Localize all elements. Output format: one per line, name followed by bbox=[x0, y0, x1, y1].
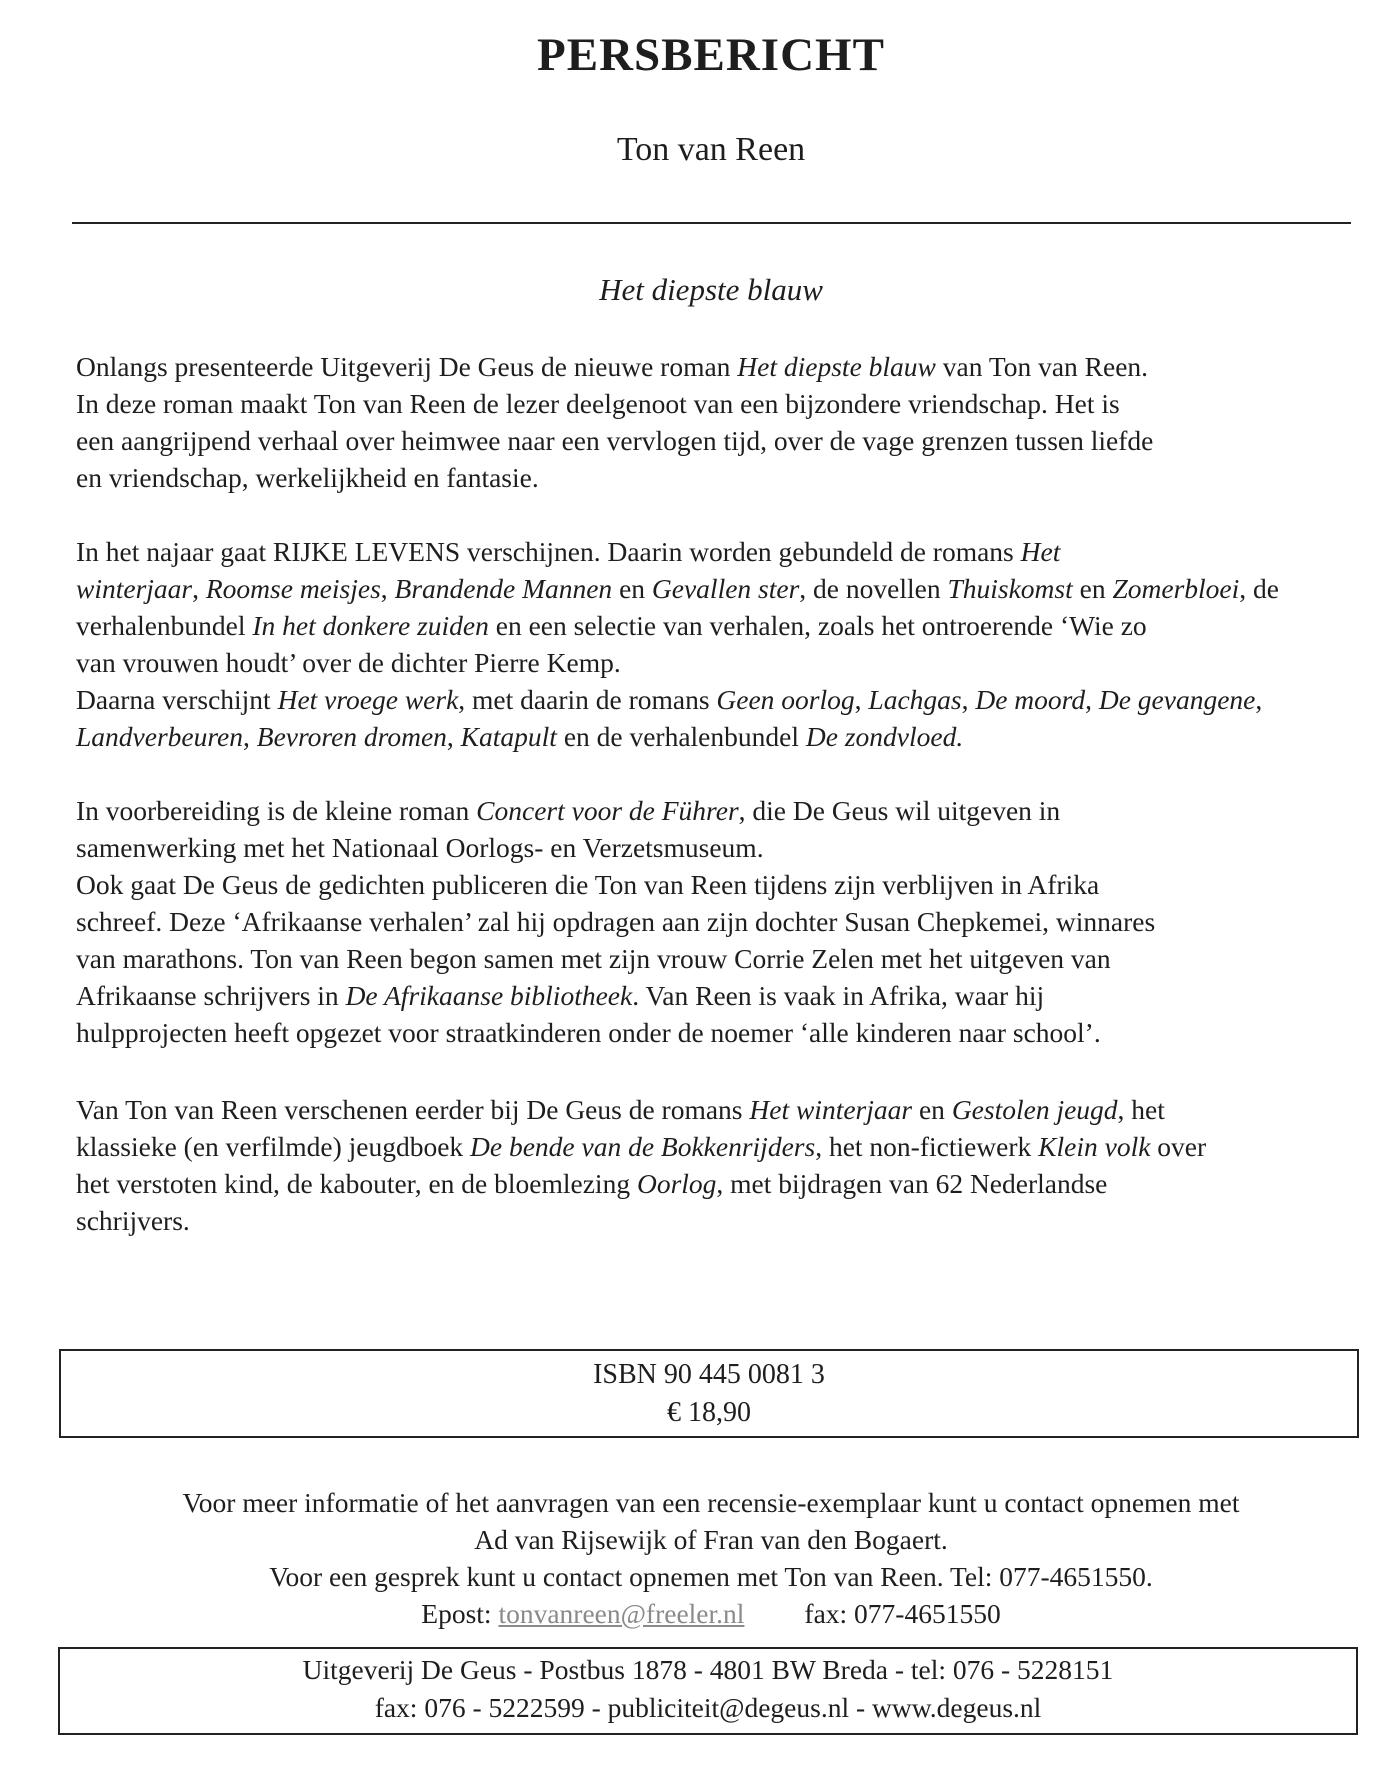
text-line: Ook gaat De Geus de gedichten publiceren die Ton van Reen tijdens zijn verblijven in Afrika bbox=[76, 869, 1100, 900]
text-run: en bbox=[912, 1094, 952, 1125]
text-run: klassieke (en verfilmde) jeugdboek bbox=[76, 1131, 471, 1162]
text-run: . Van Reen is vaak in Afrika, waar hij bbox=[632, 980, 1045, 1011]
book-title-ref: Landverbeuren bbox=[76, 721, 244, 752]
text-run: van Ton van Reen. bbox=[935, 351, 1149, 382]
text-line bbox=[76, 570, 1356, 607]
text-line: hulpprojecten heeft opgezet voor straatkinderen onder de noemer ‘alle kinderen naar school’. bbox=[76, 1017, 1101, 1048]
book-title-ref: De zondvloed. bbox=[805, 721, 964, 752]
text-run: , bbox=[961, 684, 976, 715]
text-run: , bbox=[854, 684, 869, 715]
text-run: Onlangs presenteerde Uitgeverij De Geus de nieuwe roman bbox=[76, 351, 738, 382]
paragraph-in-preparation bbox=[76, 792, 1356, 1051]
book-title-ref: Thuiskomst bbox=[947, 573, 1073, 604]
publisher-line: Uitgeverij De Geus - Postbus 1878 - 4801 BW Breda - tel: 076 - 5228151 bbox=[302, 1654, 1114, 1685]
book-title-ref: Bevroren dromen bbox=[256, 721, 447, 752]
text-line: schrijvers. bbox=[76, 1205, 190, 1236]
book-title-ref: Klein volk bbox=[1038, 1131, 1151, 1162]
text-run: , de bbox=[1239, 573, 1279, 604]
text-line bbox=[76, 977, 1356, 1014]
paragraph-earlier-works bbox=[76, 1091, 1356, 1239]
book-title-ref: Het winterjaar bbox=[749, 1094, 913, 1125]
contact-line bbox=[0, 1595, 1392, 1632]
text-run: , met bijdragen van 62 Nederlandse bbox=[716, 1168, 1108, 1199]
paragraph-intro bbox=[76, 348, 1356, 496]
book-title-ref: Katapult bbox=[460, 721, 557, 752]
text-run: , die De Geus wil uitgeven in bbox=[738, 795, 1061, 826]
publisher-line: fax: 076 - 5222599 - publiciteit@degeus.nl - www.degeus.nl bbox=[374, 1692, 1042, 1723]
text-run: en bbox=[612, 573, 652, 604]
fax-number: fax: 077-4651550 bbox=[804, 1598, 1001, 1629]
book-title-ref: In het donkere zuiden bbox=[252, 610, 489, 641]
text-line bbox=[76, 792, 1356, 829]
text-line bbox=[76, 607, 1356, 644]
book-title-ref: De Afrikaanse bibliotheek bbox=[345, 980, 633, 1011]
text-run: en een selectie van verhalen, zoals het ontroerende ‘Wie zo bbox=[488, 610, 1147, 641]
text-run: , bbox=[1085, 684, 1099, 715]
price: € 18,90 bbox=[667, 1397, 751, 1428]
book-title-ref: De moord bbox=[975, 684, 1086, 715]
contact-line: Voor meer informatie of het aanvragen van een recensie-exemplaar kunt u contact opnemen met bbox=[182, 1487, 1240, 1518]
text-line bbox=[76, 1091, 1356, 1128]
text-run: , bbox=[192, 573, 206, 604]
text-run: In voorbereiding is de kleine roman bbox=[76, 795, 477, 826]
book-title-ref: Oorlog bbox=[636, 1168, 717, 1199]
isbn-number: ISBN 90 445 0081 3 bbox=[593, 1359, 825, 1390]
book-title: Het diepste blauw bbox=[599, 272, 823, 307]
text-run: Daarna verschijnt bbox=[76, 684, 278, 715]
text-line: samenwerking met het Nationaal Oorlogs- en Verzetsmuseum. bbox=[76, 832, 764, 863]
text-run: , de novellen bbox=[799, 573, 948, 604]
text-run: , het non-fictiewerk bbox=[815, 1131, 1039, 1162]
text-run: het verstoten kind, de kabouter, en de bloemlezing bbox=[76, 1168, 637, 1199]
page-title: PERSBERICHT bbox=[537, 29, 885, 81]
book-title-ref: Concert voor de Führer bbox=[476, 795, 739, 826]
text-run: Van Ton van Reen verschenen eerder bij De Geus de romans bbox=[76, 1094, 750, 1125]
text-line bbox=[76, 348, 1356, 385]
text-run: , bbox=[380, 573, 395, 604]
text-run: , bbox=[243, 721, 257, 752]
text-line: van vrouwen houdt’ over de dichter Pierre Kemp. bbox=[76, 647, 621, 678]
publisher-address-box bbox=[58, 1647, 1358, 1735]
text-line: van marathons. Ton van Reen begon samen met zijn vrouw Corrie Zelen met het uitgeven van bbox=[76, 943, 1111, 974]
text-line bbox=[76, 533, 1356, 570]
book-title-ref: Het bbox=[1020, 536, 1061, 567]
text-run: en de verhalenbundel bbox=[556, 721, 806, 752]
book-title-ref: Geen oorlog bbox=[716, 684, 855, 715]
paragraph-rijke-levens bbox=[76, 533, 1356, 755]
book-title-ref: De gevangene bbox=[1098, 684, 1256, 715]
text-run: en bbox=[1072, 573, 1113, 604]
text-line bbox=[76, 1128, 1356, 1165]
contact-line: Voor een gesprek kunt u contact opnemen met Ton van Reen. Tel: 077-4651550. bbox=[269, 1561, 1153, 1592]
text-line: schreef. Deze ‘Afrikaanse verhalen’ zal hij opdragen aan zijn dochter Susan Chepkemei, winnares bbox=[76, 906, 1156, 937]
book-title-ref: winterjaar bbox=[76, 573, 193, 604]
book-title-ref: Roomse meisjes bbox=[205, 573, 381, 604]
text-line bbox=[76, 718, 1356, 755]
email-link[interactable]: tonvanreen@freeler.nl bbox=[498, 1598, 745, 1629]
text-run: , bbox=[446, 721, 461, 752]
contact-line: Ad van Rijsewijk of Fran van den Bogaert. bbox=[474, 1524, 948, 1555]
text-run: verhalenbundel bbox=[76, 610, 253, 641]
header-divider bbox=[72, 222, 1351, 224]
isbn-price-box bbox=[59, 1349, 1359, 1438]
email-label: Epost: bbox=[421, 1598, 499, 1629]
text-run: , het bbox=[1117, 1094, 1165, 1125]
text-run: over bbox=[1150, 1131, 1207, 1162]
text-run: , bbox=[1255, 684, 1263, 715]
text-run: Afrikaanse schrijvers in bbox=[76, 980, 346, 1011]
text-line bbox=[76, 681, 1356, 718]
text-line: en vriendschap, werkelijkheid en fantasie. bbox=[76, 462, 539, 493]
book-title-ref: Het diepste blauw bbox=[737, 351, 936, 382]
book-title-ref: Gestolen jeugd bbox=[951, 1094, 1118, 1125]
text-line: In deze roman maakt Ton van Reen de lezer deelgenoot van een bijzondere vriendschap. Het is bbox=[76, 388, 1120, 419]
book-title-ref: Gevallen ster bbox=[651, 573, 800, 604]
book-title-ref: Lachgas bbox=[868, 684, 962, 715]
text-run: , met daarin de romans bbox=[458, 684, 717, 715]
text-line: een aangrijpend verhaal over heimwee naar een vervlogen tijd, over de vage grenzen tussen liefde bbox=[76, 425, 1154, 456]
book-title-ref: Het vroege werk bbox=[277, 684, 459, 715]
author-name: Ton van Reen bbox=[616, 131, 806, 168]
book-title-ref: De bende van de Bokkenrijders bbox=[470, 1131, 816, 1162]
contact-info bbox=[0, 1484, 1392, 1632]
text-run: In het najaar gaat RIJKE LEVENS verschijnen. Daarin worden gebundeld de romans bbox=[76, 536, 1021, 567]
text-line bbox=[76, 1165, 1356, 1202]
book-title-ref: Zomerbloei bbox=[1112, 573, 1240, 604]
book-title-ref: Brandende Mannen bbox=[394, 573, 613, 604]
